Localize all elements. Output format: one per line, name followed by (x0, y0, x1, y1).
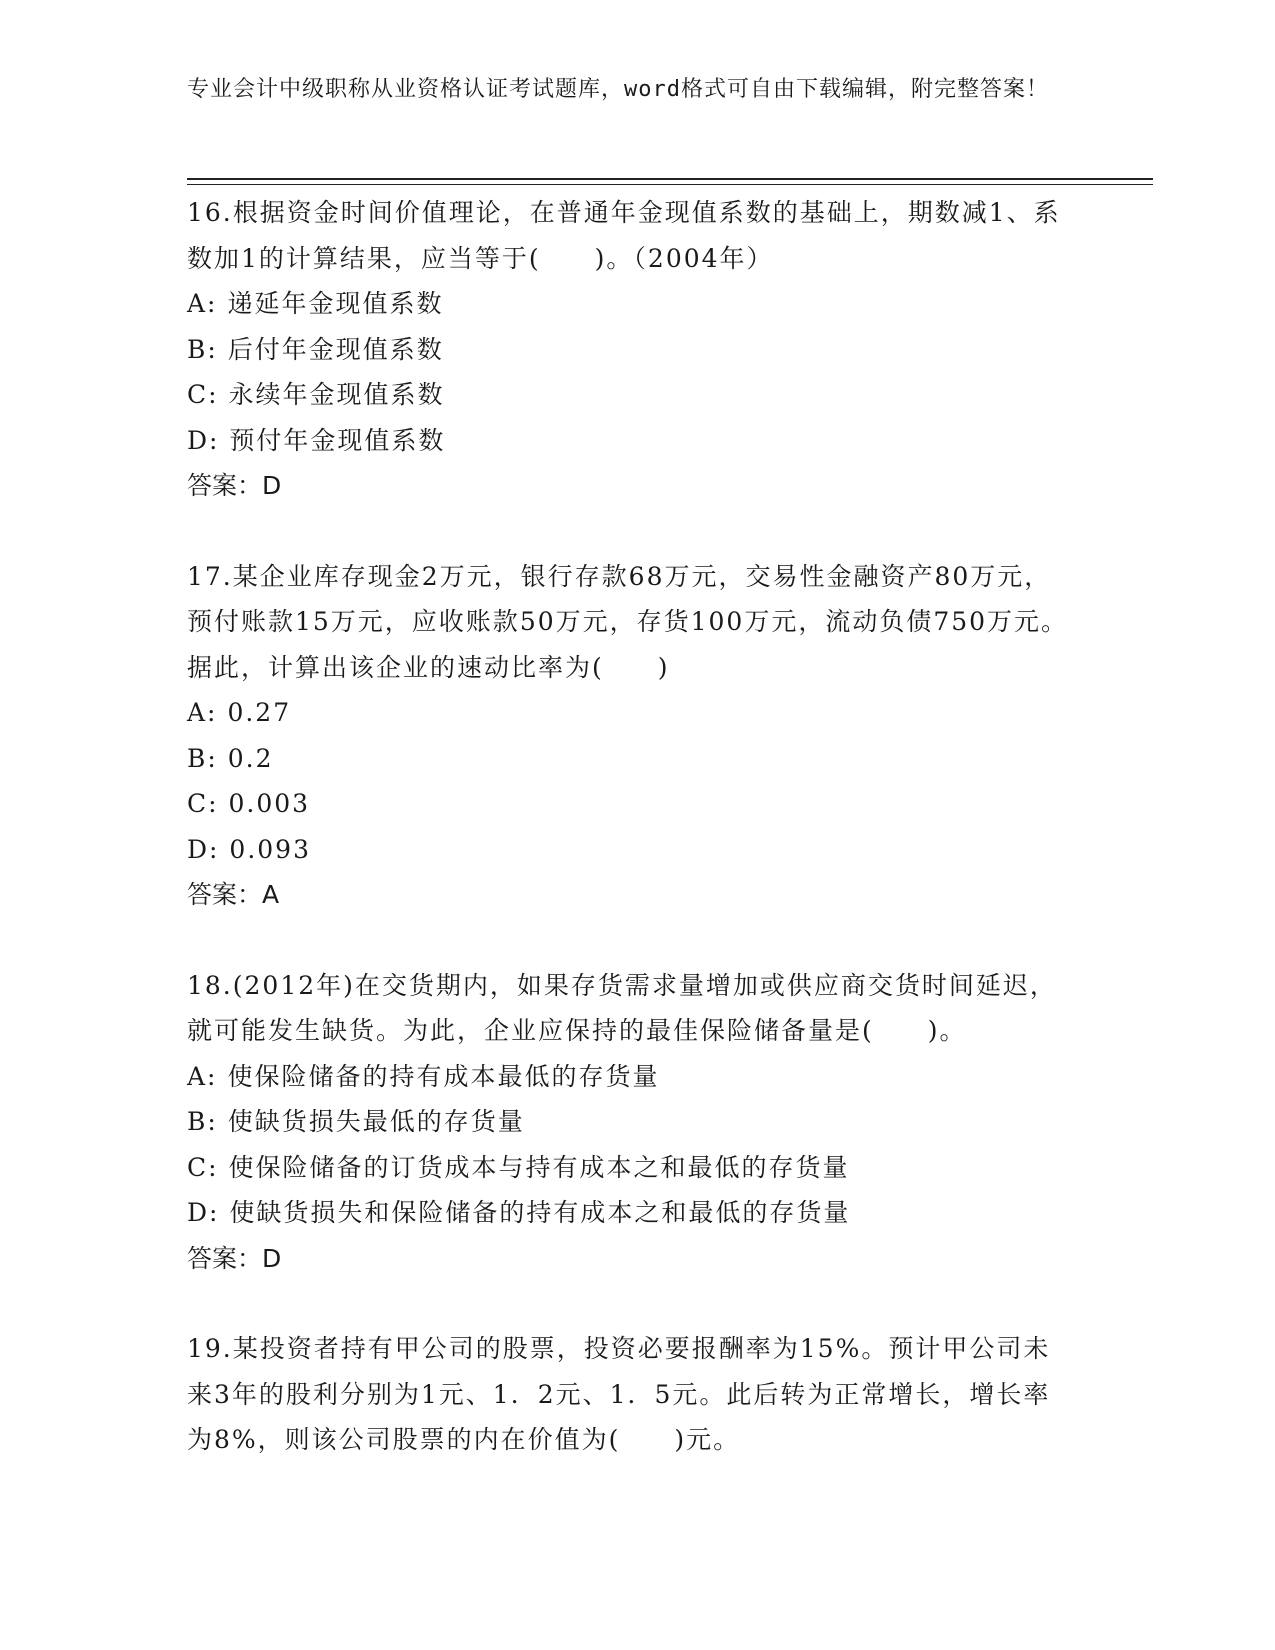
document-header (187, 74, 1077, 106)
option-key: D: (187, 1198, 220, 1227)
option-key: A: (187, 1061, 218, 1091)
option-text: 永续年金现值系数 (228, 380, 445, 409)
option-a (187, 281, 1077, 327)
spacer (187, 918, 1077, 963)
question-19 (187, 1326, 1077, 1463)
question-16 (187, 190, 1077, 509)
option-c (187, 372, 1077, 418)
option-b (187, 1099, 1077, 1145)
option-key: B: (187, 1107, 218, 1136)
question-18 (187, 963, 1077, 1282)
answer-line: 答案：A (187, 880, 280, 909)
option-text: 使保险储备的持有成本最低的存货量 (227, 1061, 660, 1091)
option-b (187, 327, 1077, 373)
option-d (187, 1190, 1077, 1236)
header-divider-thin (187, 184, 1153, 185)
option-key: C: (187, 1152, 219, 1182)
option-a (187, 690, 1077, 736)
spacer (187, 509, 1077, 554)
option-key: C: (187, 789, 219, 818)
question-list (187, 190, 1077, 1463)
header-text: 专业会计中级职称从业资格认证考试题库，word格式可自由下载编辑，附完整答案！ (187, 77, 1049, 102)
option-text: 递延年金现值系数 (227, 289, 444, 318)
option-d (187, 827, 1077, 873)
question-17 (187, 554, 1077, 918)
option-key: D: (187, 834, 220, 864)
option-text: 预付年金现值系数 (229, 425, 446, 455)
answer-line: 答案：D (187, 1243, 282, 1273)
option-text: 使保险储备的订货成本与持有成本之和最低的存货量 (228, 1152, 850, 1182)
option-text: 0.003 (228, 789, 311, 818)
spacer (187, 1281, 1077, 1326)
question-text: 16.根据资金时间价值理论，在普通年金现值系数的基础上，期数减1、系数加1的计算结果，应当等于( )。（2004年） (187, 198, 1061, 273)
header-divider-thick (187, 178, 1153, 180)
question-text: 18.(2012年)在交货期内，如果存货需求量增加或供应商交货时间延迟，就可能发生缺货。为此，企业应保持的最佳保险储备量是( )。 (187, 970, 1057, 1045)
option-text: 使缺货损失最低的存货量 (227, 1107, 525, 1136)
option-a (187, 1054, 1077, 1100)
option-d (187, 418, 1077, 464)
option-text: 0.2 (227, 743, 274, 773)
option-key: B: (187, 743, 218, 773)
option-text: 后付年金现值系数 (227, 334, 444, 364)
question-text: 19.某投资者持有甲公司的股票，投资必要报酬率为15%。预计甲公司未来3年的股利分别为1元、1．2元、1．5元。此后转为正常增长，增长率为8%，则该公司股票的内在价值为( )元。 (187, 1334, 1051, 1454)
option-key: B: (187, 334, 218, 364)
option-text: 0.27 (227, 698, 292, 727)
question-text: 17.某企业库存现金2万元，银行存款68万元，交易性金融资产80万元，预付账款15万元，应收账款50万元，存货100万元，流动负债750万元。据此，计算出该企业的速动比率为( ) (187, 561, 1069, 682)
option-c (187, 781, 1077, 827)
option-key: D: (187, 425, 220, 455)
option-c (187, 1145, 1077, 1191)
option-key: A: (187, 698, 218, 727)
option-key: C: (187, 380, 219, 409)
option-text: 0.093 (229, 834, 311, 864)
option-key: A: (187, 289, 218, 318)
option-text: 使缺货损失和保险储备的持有成本之和最低的存货量 (229, 1198, 851, 1227)
option-b (187, 736, 1077, 782)
answer-line: 答案：D (187, 471, 282, 500)
